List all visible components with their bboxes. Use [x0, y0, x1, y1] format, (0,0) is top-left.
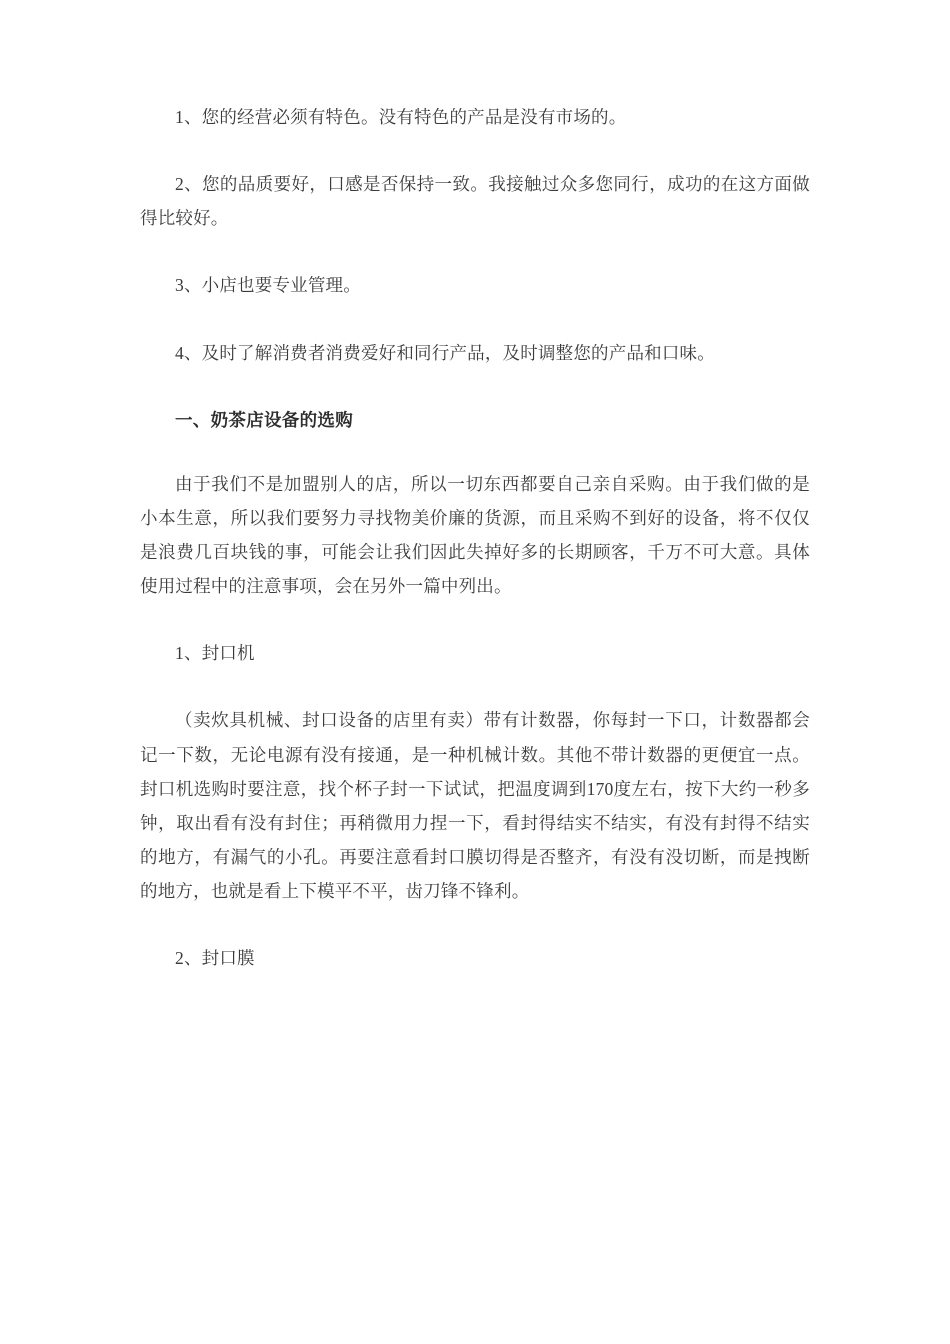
- paragraph-subitem-2-title: 2、封口膜: [175, 948, 255, 969]
- paragraph-item-1: 1、您的经营必须有特色。没有特色的产品是没有市场的。: [175, 107, 627, 127]
- document-body: [140, 100, 810, 975]
- paragraph-intro: 由于我们不是加盟别人的店，所以一切东西都要自己亲自采购。由于我们做的是小本生意，所以我们要努力寻找物美价廉的货源，而且采购不到好的设备，将不仅仅是浪费几百块钱的事，可能会让我们因此失掉好多的长期顾客，千万不可大意。具体使用过程中的注意事项，会在另外一篇中列出。: [140, 473, 810, 597]
- paragraph-item-2: 2、您的品质要好，口感是否保持一致。我接触过众多您同行，成功的在这方面做得比较好。: [140, 174, 810, 229]
- section-heading-equipment-selection: 一、奶茶店设备的选购: [175, 409, 353, 430]
- paragraph-subitem-1-title: 1、封口机: [175, 643, 255, 664]
- paragraph-subitem-1-body: （卖炊具机械、封口设备的店里有卖）带有计数器，你每封一下口，计数器都会记一下数，无论电源有没有接通，是一种机械计数。其他不带计数器的更便宜一点。封口机选购时要注意，找个杯子封一下试试，把温度调到170度左右，按下大约一秒多钟，取出看有没有封住；再稍微用力捏一下，看封得结实不结实，有没有封得不结实的地方，有漏气的小孔。再要注意看封口膜切得是否整齐，有没有没切断，而是拽断的地方，也就是看上下模平不平，齿刀锋不锋利。: [140, 710, 810, 901]
- paragraph-item-4: 4、及时了解消费者消费爱好和同行产品，及时调整您的产品和口味。: [175, 342, 715, 363]
- paragraph-item-3: 3、小店也要专业管理。: [175, 275, 361, 296]
